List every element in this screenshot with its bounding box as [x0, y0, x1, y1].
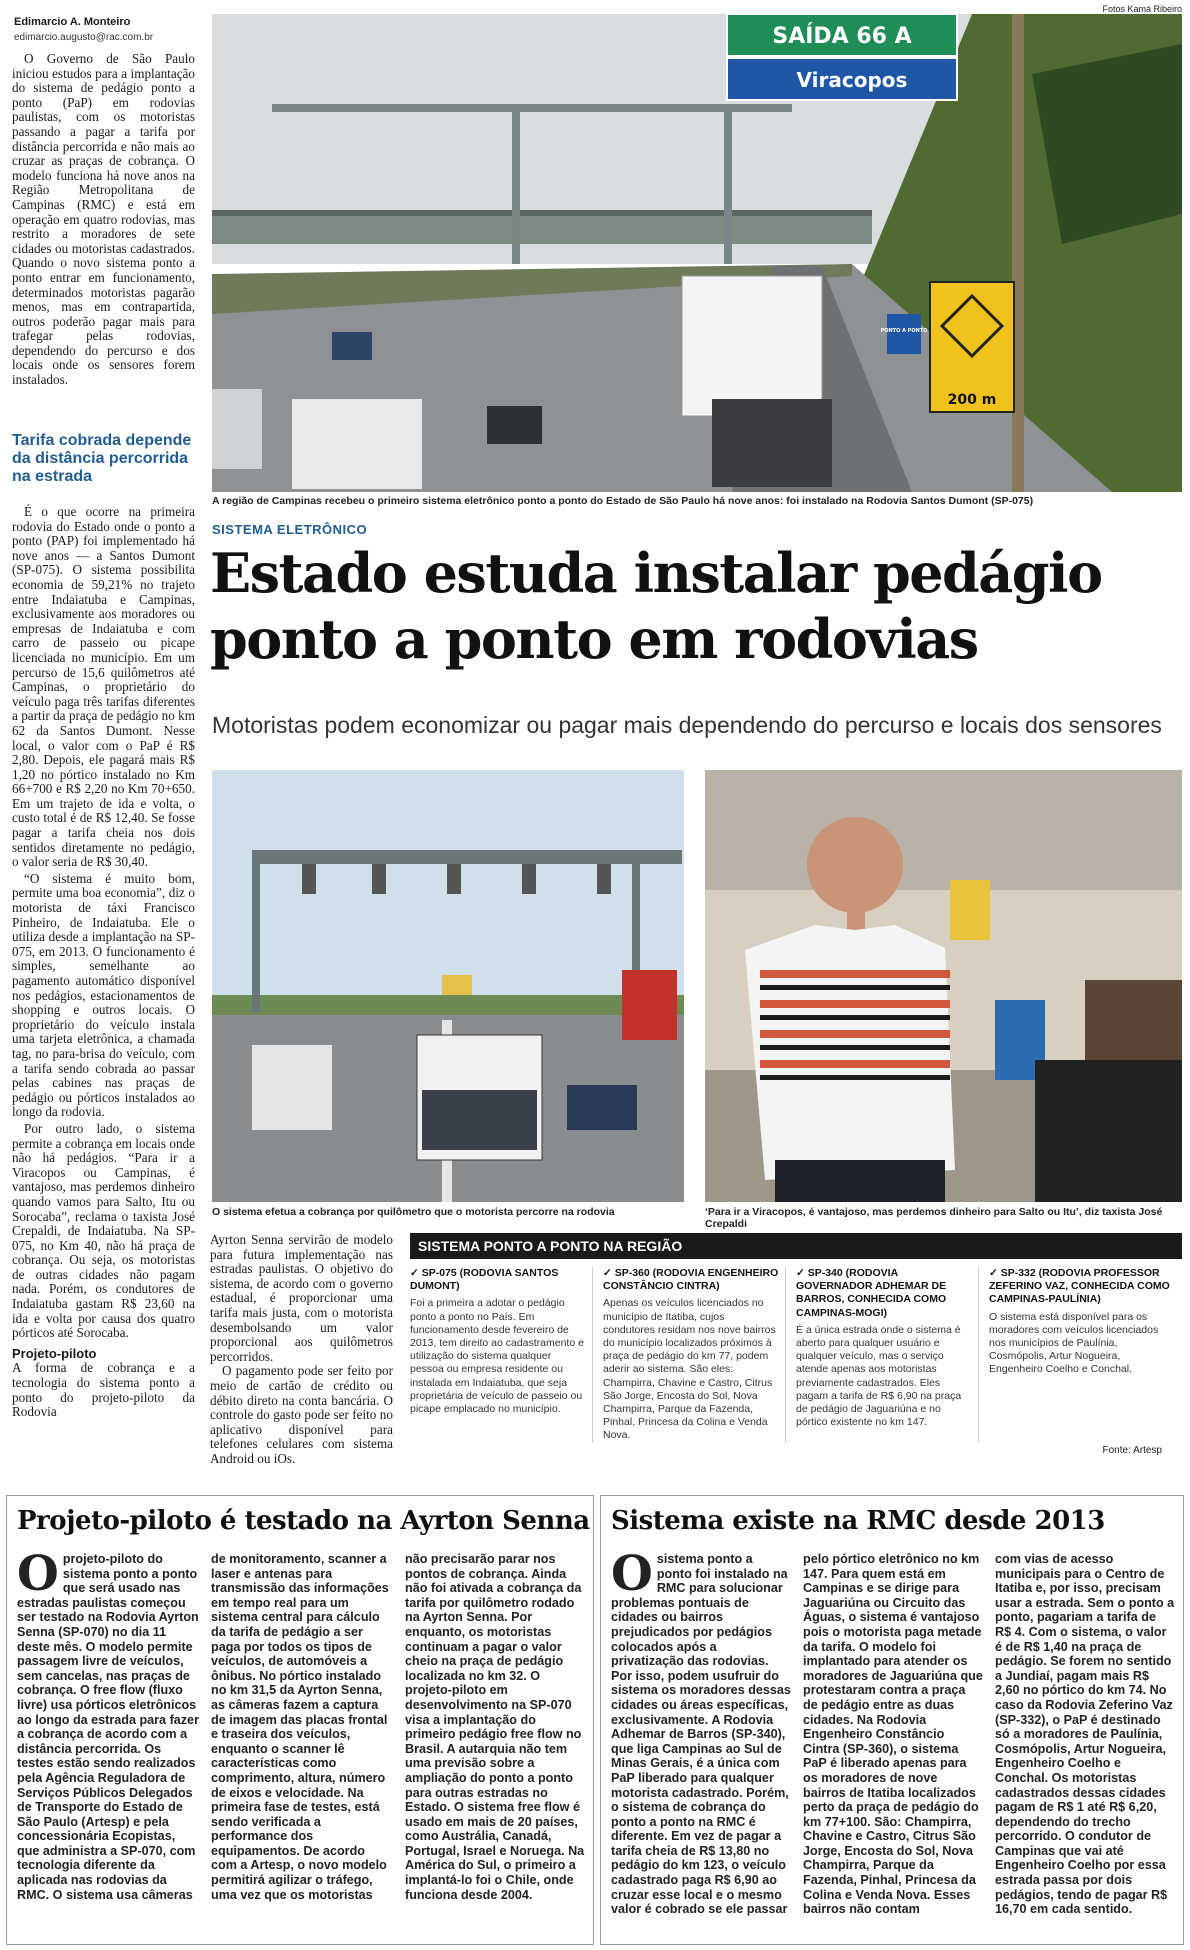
article-right-col3: com vias de acesso municipais para o Centro de Itatiba e, por isso, precisam usar a estrada. Sem o ponto a ponto, pagariam a tarifa de R$ 4. Com o sistema, o valor é de R$ 1,40 na praça de pedágio. Se forem no sentido a Jundiaí, pagam mais R$ 2,60 no pórtico do km 74. No caso da Rodovia Zeferino Vaz (SP-332), o PaP é destinado só a moradores de Paulínia, Cosmópolis, Artur Nogueira, Engenheiro Coelho e Conchal. Os motoristas cadastrados dessas cidades pagam de R$ 1 até R$ 6,20, dependendo do trecho percorrido. O condutor de Campinas que vai até Engenheiro Coelho por essa estrada passa por dois pedágios, tendo de pagar R$ 16,70 em cada sentido.	[995, 1552, 1175, 1917]
kicker: SISTEMA ELETRÔNICO	[212, 522, 368, 537]
info-column-title: ✓ SP-340 (RODOVIA GOVERNADOR ADHEMAR DE BARROS, CONHECIDA COMO CAMPINAS-MOGI)	[796, 1267, 947, 1319]
paragraph: O pagamento pode ser feito por meio de cartão de crédito ou débito direto na conta bancária. O controle do gasto pode ser feito no aplicativo disponível para telefones celulares com sistema Android ou iOs.	[210, 1363, 393, 1466]
article-left-col2: de monitoramento, scanner a laser e antenas para transmissão das informações em tempo real para um sistema central para cálculo da tarifa de pedágio a ser paga por todos os tipos de veículos, de automóveis a ônibus. No pórtico instalado no km 31,5 da Ayrton Senna, as câmeras fazem a captura de imagem das placas frontal e traseira dos veículos, enquanto o scanner lê características como comprimento, altura, número de eixos e velocidade. Na primeira fase de testes, está sendo verificada a performance dos equipamentos. De acordo com a Artesp, o novo modelo permitirá agilizar o tráfego, uma vez que os motoristas	[211, 1552, 389, 1902]
info-column-text: É a única estrada onde o sistema é aberto para qualquer usuário e qualquer veículo, mas o serviço atende apenas aos motoristas previamente cadastrados. Eles pagam a tarifa de R$ 6,90 na praça de pedágio de Jaguariúna e no pórtico existente no km 147.	[796, 1323, 962, 1429]
distance-sign-text: 200 m	[947, 392, 997, 408]
info-column-title: ✓ SP-332 (RODOVIA PROFESSOR ZEFERINO VAZ, CONHECIDA COMO CAMPINAS-PAULÍNIA)	[989, 1267, 1170, 1306]
byline-email[interactable]: edimarcio.augusto@rac.com.br	[14, 32, 154, 43]
info-column-sp340	[796, 1267, 979, 1443]
article-left	[6, 1495, 594, 1945]
gantry-photo-caption: O sistema efetua a cobrança por quilômetro que o motorista percorre na rodovia	[212, 1206, 615, 1218]
article-left-col1	[17, 1546, 199, 1902]
top-photo-caption: A região de Campinas recebeu o primeiro sistema eletrônico ponto a ponto do Estado de São Paulo há nove anos: foi instalado na Rodovia Santos Dumont (SP-075)	[212, 495, 1034, 507]
paragraph: É o que ocorre na primeira rodovia do Estado onde o ponto a ponto (PAP) foi implementado há nove anos — a Santos Dumont (SP-075). O sistema possibilita economia de 59,21% no trajeto entre Indaiatuba e Campinas, exclusivamente aos moradores ou empresas de Indaiatuba e com carro de passeio ou picape licenciada no município. Em um percurso de 15,6 quilômetros até Campinas, o proprietário do veículo paga três tarifas diferentes a partir da praça de pedágio no km 62 da Santos Dumont. Nesse local, o valor com o PaP é R$ 2,80. Depois, ele pagará mais R$ 1,20 no pórtico instalado no Km 66+700 e R$ 2,20 no Km 70+650. Em um trajeto de ida e volta, o custo total é de R$ 12,40. Se fosse pagar a tarifa cheia nos dois sentidos diretamente no pedágio, o valor seria de R$ 30,40.	[12, 504, 195, 870]
info-column-text: Foi a primeira a adotar o pedágio ponto a ponto no País. Em funcionamento desde fevereiro de 2013, tem direito ao cadastramento e utilização do sistema qualquer pessoa ou empresa residente ou instalada em Indaiatuba, que seja proprietária de veículo de passeio ou picape emplacado no município.	[410, 1297, 584, 1416]
article-left-title: Projeto-piloto é testado na Ayrton Senna	[17, 1506, 590, 1536]
article-right-col1	[611, 1546, 791, 1917]
toll-sign-text: PONTO A PONTO	[880, 328, 928, 334]
info-box-columns	[410, 1267, 1182, 1443]
column-text: projeto-piloto do sistema ponto a ponto que será usado nas estradas paulistas começou ser testado na Rodovia Ayrton Senna (SP-070) no dia 11 deste mês. O modelo permite passagem livre de veículos, sem cancelas, nas praças de cobrança. O free flow (fluxo livre) usa pórticos eletrônicos ao longo da estrada para fazer a cobrança de acordo com a distância percorrida. Os testes estão sendo realizados pela Agência Reguladora de Serviços Públicos Delegados de Transporte do Estado de São Paulo (Artesp) e pela concessionária Ecopistas, que administra a SP-070, com tecnologia diferente da aplicada nas rodovias da RMC. O sistema usa câmeras	[17, 1552, 199, 1902]
info-column-sp332	[989, 1267, 1172, 1443]
info-box	[410, 1233, 1182, 1461]
dropcap: O	[611, 1546, 653, 1602]
left-subhead: Tarifa cobrada depende da distância percorrida na estrada	[12, 432, 192, 485]
byline-name: Edimarcio A. Monteiro	[14, 16, 131, 28]
photo-credit: Fotos Kamá Ribeiro	[1102, 4, 1182, 14]
dropcap: O	[17, 1546, 59, 1602]
intro-paragraph: O Governo de São Paulo iniciou estudos para a implantação do sistema de pedágio ponto a ponto (PaP) em rodovias paulistas, com os motoristas passando a pagar a tarifa por distância percorrida e não mais ao cruzar as praças de cobrança. O modelo funciona há nove anos na Região Metropolitana de Campinas (RMC) e está em operação em quatro rodovias, mas restrito a moradores de sete cidades ou motoristas cadastrados. Quando o novo sistema ponto a ponto entrar em funcionamento, determinados motoristas pagarão menos, mas em contrapartida, outros poderão pagar mais para trafegar pelas rodovias, dependendo do percurso e dos locais onde os sensores forem instalados.	[12, 51, 195, 388]
info-column-title: ✓ SP-075 (RODOVIA SANTOS DUMONT)	[410, 1267, 559, 1293]
info-column-title: ✓ SP-360 (RODOVIA ENGENHEIRO CONSTÂNCIO CINTRA)	[603, 1267, 779, 1293]
mid-body	[210, 1233, 393, 1467]
headline-line: Estado estuda instalar pedágio	[210, 541, 1102, 605]
top-photo	[212, 14, 1182, 492]
headline-line: ponto a ponto em rodovias	[210, 607, 978, 671]
article-right-title: Sistema existe na RMC desde 2013	[611, 1506, 1105, 1536]
info-column-text: O sistema está disponível para os moradores com veículos licenciados nos municípios de Paulínia, Cosmópolis, Artur Nogueira, Engenheiro Coelho e Conchal.	[989, 1310, 1159, 1376]
portrait-photo-caption: ‘Para ir a Viracopos, é vantajoso, mas perdemos dinheiro para Salto ou Itu’, diz taxista José Crepaldi	[705, 1206, 1163, 1230]
paragraph: Ayrton Senna servirão de modelo para futura implementação nas estradas paulistas. O objetivo do sistema, de acordo com o governo estadual, é proporcionar uma tarifa mais justa, com o motorista desembolsando um valor proporcional aos quilômetros percorridos.	[210, 1232, 393, 1364]
paragraph: A forma de cobrança e a tecnologia do sistema ponto a ponto do projeto-piloto da Rodovia	[12, 1360, 195, 1420]
article-right-col2: pelo pórtico eletrônico no km 147. Para quem está em Campinas e se dirige para Jaguariúna ou Circuito das Águas, o sistema é vantajoso pois o motorista paga metade da tarifa. O modelo foi implantado para atender os moradores de Jaguariúna que protestaram contra a praça de pedágio entre as duas cidades. Na Rodovia Engenheiro Constâncio Cintra (SP-360), o sistema PaP é liberado apenas para os moradores de nove bairros de Itatiba localizados perto da praça de pedágio do km 77+100. São: Champirra, Chavine e Castro, Citrus São Jorge, Encosta do Sol, Nova Champirra, Parque da Fazenda, Pinhal, Princesa da Colina e Venda Nova. Esses bairros não contam	[803, 1552, 983, 1917]
article-right	[600, 1495, 1184, 1945]
info-box-source: Fonte: Artesp	[1102, 1445, 1162, 1456]
intro-text	[12, 52, 195, 390]
info-column-text: Apenas os veículos licenciados no município de Itatiba, cujos condutores residam nos nove bairros do município localizados próximos à praça de pedágio do km 77, podem aderir ao sistema. São eles: Champirra, Chavine e Castro, Citrus São Jorge, Encosta do Sol, Nova Champirra, Parque da Fazenda, Pinhal, Princesa da Colina e Venda Nova.	[603, 1297, 776, 1442]
exit-sign-text: SAÍDA 66 A	[772, 24, 912, 49]
portrait-photo	[705, 770, 1182, 1202]
info-column-sp360	[603, 1267, 786, 1443]
gantry-photo	[212, 770, 684, 1202]
projeto-piloto-subhead: Projeto-piloto	[12, 1345, 97, 1361]
left-body	[12, 505, 195, 1422]
column-text: sistema ponto a ponto foi instalado na RMC para solucionar problemas pontuais de cidades ou bairros prejudicados por pedágios colocados após a privatização das rodovias. Por isso, podem usufruir do sistema os moradores dessas cidades ou áreas específicas, exclusivamente. A Rodovia Adhemar de Barros (SP-340), que liga Campinas ao Sul de Minas Gerais, é a única com PaP liberado para qualquer motorista cadastrado. Porém, o sistema de cobrança do ponto a ponto na RMC é diferente. Em vez de pagar a tarifa cheia de R$ 13,80 no pedágio do km 123, o veículo cadastrado paga R$ 6,90 ao cruzar esse local e o mesmo valor é cobrado se ele passar	[611, 1552, 791, 1917]
paragraph: “O sistema é muito bom, permite uma boa economia”, diz o motorista de táxi Francisco Pinheiro, de Indaiatuba. Ele o utiliza desde a implantação na SP-075, em 2013. O funcionamento é simples, semelhante ao pagamento automático disponível nos pedágios, estacionamentos de shopping e outros locais. O proprietário do veículo instala uma tarjeta eletrônica, a chamada tag, no para-brisa do veículo, com a tarifa sendo cobrada ao passar pelas cabines nas praças de pedágio ou pórticos instalados ao longo da rodovia.	[12, 870, 195, 1120]
viracopos-sign-text: Viracopos	[796, 68, 908, 92]
info-column-sp075	[410, 1267, 593, 1443]
paragraph: Por outro lado, o sistema permite a cobrança em locais onde não há pedágios. “Para ir a Viracopos ou Campinas, é vantajoso, mas perdemos dinheiro quando vamos para Salto, Itu ou Sorocaba”, reclama o taxista José Crepaldi, de Indaiatuba. Na SP-075, no Km 40, não há praça de cobrança. Ou seja, os motoristas de outras cidades não pagam nada. Porém, os condutores de Indaiatuba gastam R$ 23,60 na ida e volta por causa dos quatro pórticos até Sorocaba.	[12, 1120, 195, 1341]
article-left-col3: não precisarão parar nos pontos de cobrança. Ainda não foi ativada a cobrança da tarifa por quilômetro rodado na Ayrton Senna. Por enquanto, os motoristas continuam a pagar o valor cheio na praça de pedágio localizada no km 32. O projeto-piloto em desenvolvimento na SP-070 visa a implantação do primeiro pedágio free flow no Brasil. A autarquia não tem uma previsão sobre a ampliação do ponto a ponto para outras estradas no Estado. O sistema free flow é usado em mais de 20 países, como Austrália, Canadá, Portugal, Israel e Noruega. Na América do Sul, o primeiro a implantá-lo foi o Chile, onde funciona desde 2004.	[405, 1552, 585, 1902]
headline	[210, 540, 1185, 672]
dek: Motoristas podem economizar ou pagar mais dependendo do percurso e locais dos sensores	[212, 712, 1162, 738]
info-box-title: SISTEMA PONTO A PONTO NA REGIÃO	[410, 1233, 1182, 1259]
